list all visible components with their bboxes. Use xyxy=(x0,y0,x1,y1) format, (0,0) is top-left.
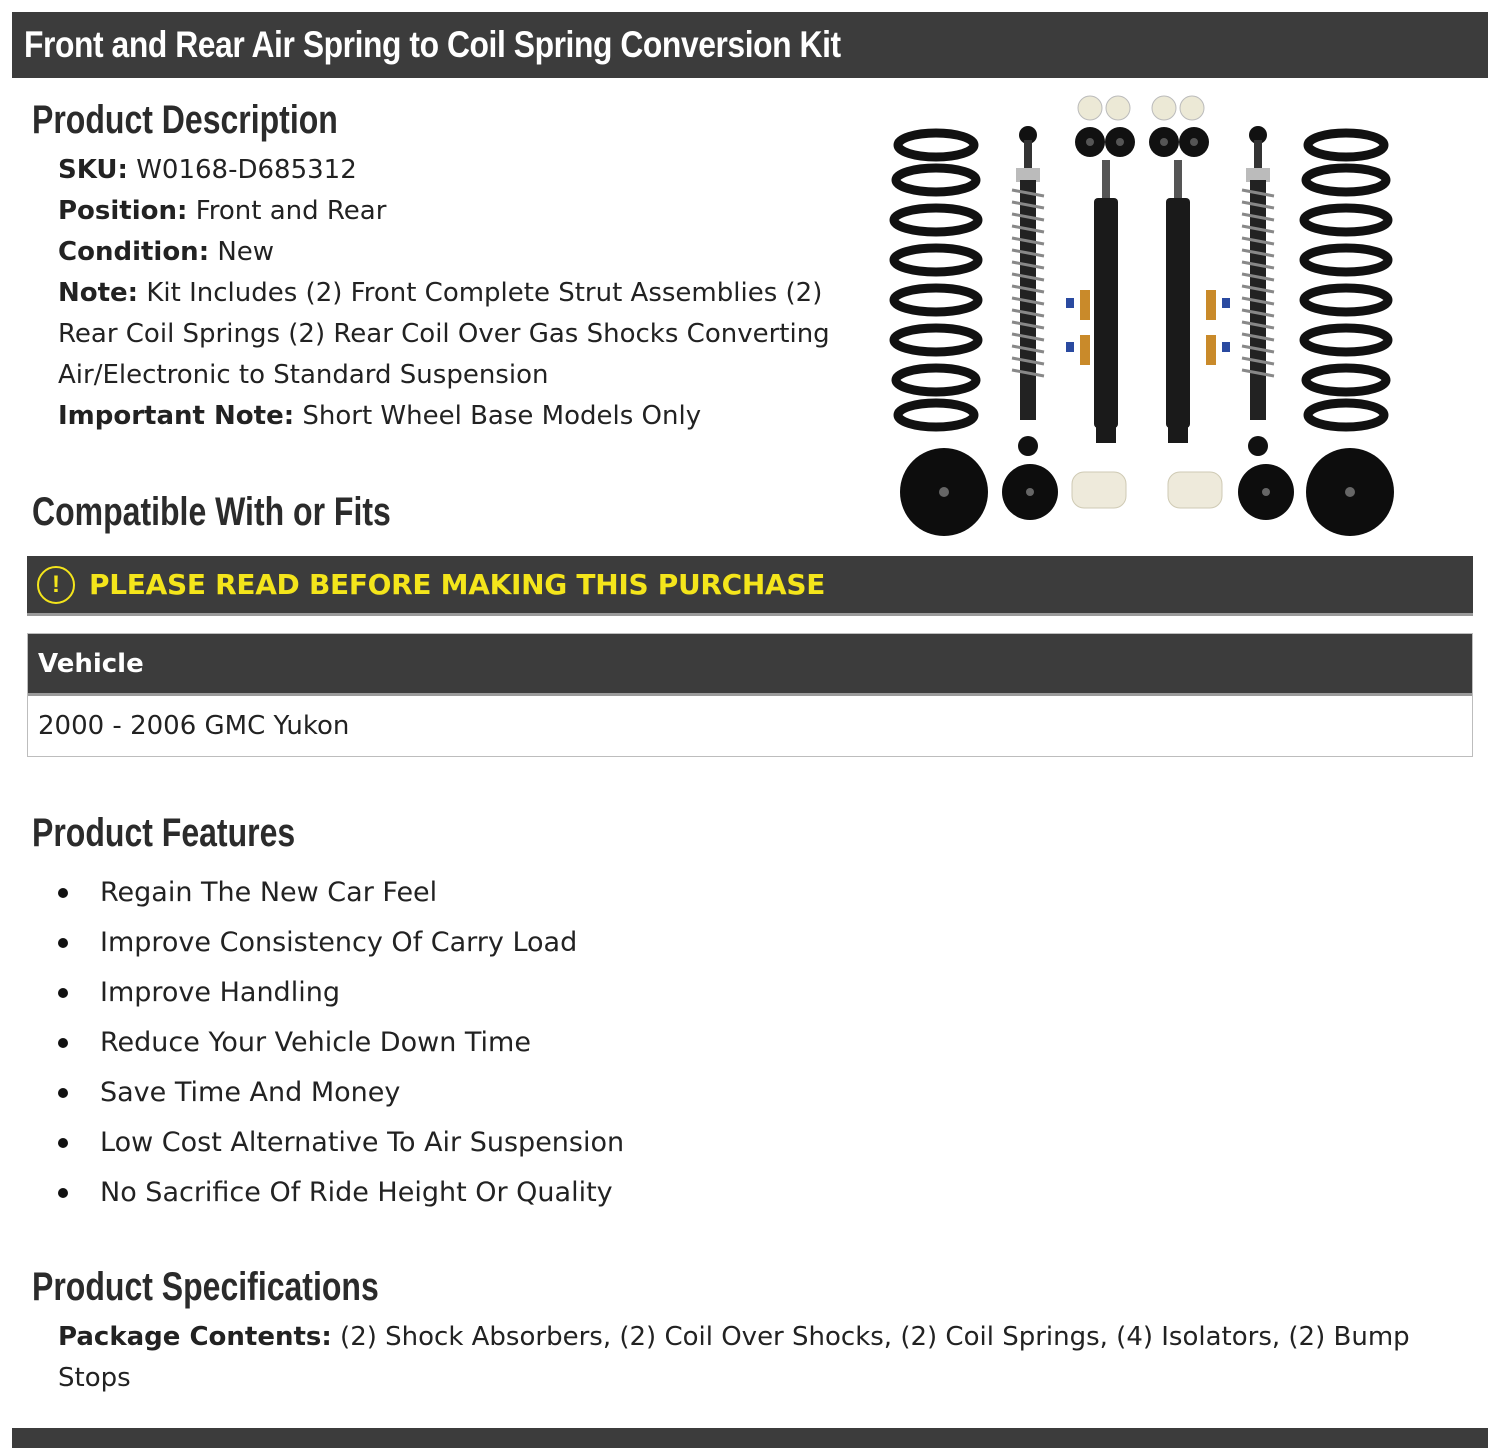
warning-icon: ! xyxy=(37,566,75,604)
sku-value: W0168-D685312 xyxy=(136,155,357,185)
list-item: Improve Consistency Of Carry Load xyxy=(58,918,624,968)
important-note-row xyxy=(58,396,878,437)
table-row: 2000 - 2006 GMC Yukon xyxy=(38,711,350,741)
note-value: Kit Includes (2) Front Complete Strut Assemblies (2) Rear Coil Springs (2) Rear Coil Over Gas Shocks Converting Air/Electronic to Standard Suspension xyxy=(58,278,830,390)
package-contents xyxy=(58,1317,1478,1399)
vehicle-table xyxy=(27,633,1473,757)
product-features-heading: Product Features xyxy=(32,811,296,855)
list-item: Low Cost Alternative To Air Suspension xyxy=(58,1118,624,1168)
bottom-divider xyxy=(12,1428,1488,1448)
sku-label: SKU: xyxy=(58,155,128,185)
shock-absorber-right-image xyxy=(1166,160,1190,443)
list-item: Improve Handling xyxy=(58,968,624,1018)
purchase-notice-banner xyxy=(27,556,1473,616)
coil-spring-right-image xyxy=(1304,133,1388,427)
bump-stops-image xyxy=(1072,472,1222,508)
vehicle-column-header: Vehicle xyxy=(28,634,1472,696)
condition-label: Condition: xyxy=(58,237,210,267)
list-item: No Sacrifice Of Ride Height Or Quality xyxy=(58,1168,624,1218)
important-note-label: Important Note: xyxy=(58,401,295,431)
condition-row xyxy=(58,232,878,273)
important-note-value: Short Wheel Base Models Only xyxy=(302,401,702,431)
package-contents-label: Package Contents: xyxy=(58,1322,332,1352)
product-description-heading: Product Description xyxy=(32,98,338,142)
coil-spring-left-image xyxy=(894,133,978,427)
isolator-washers-image xyxy=(1075,96,1209,157)
shock-absorber-left-image xyxy=(1094,160,1118,443)
page-title: Front and Rear Air Spring to Coil Spring Conversion Kit xyxy=(12,12,1488,78)
product-features-list xyxy=(58,868,624,1218)
compatibility-heading: Compatible With or Fits xyxy=(32,490,391,534)
product-specifications-heading: Product Specifications xyxy=(32,1265,379,1309)
sku-row xyxy=(58,150,878,191)
note-row xyxy=(58,273,878,396)
list-item: Regain The New Car Feel xyxy=(58,868,624,918)
note-label: Note: xyxy=(58,278,139,308)
coil-over-shock-left-image xyxy=(1012,126,1044,456)
list-item: Reduce Your Vehicle Down Time xyxy=(58,1018,624,1068)
position-row xyxy=(58,191,878,232)
product-description xyxy=(58,150,878,437)
package-contents-value: (2) Shock Absorbers, (2) Coil Over Shocks, (2) Coil Springs, (4) Isolators, (2) Bump Stops xyxy=(58,1322,1410,1393)
list-item: Save Time And Money xyxy=(58,1068,624,1118)
purchase-notice-text: PLEASE READ BEFORE MAKING THIS PURCHASE xyxy=(89,568,826,601)
position-label: Position: xyxy=(58,196,188,226)
product-image xyxy=(888,80,1408,550)
position-value: Front and Rear xyxy=(195,196,387,226)
isolators-image xyxy=(900,448,1394,536)
condition-value: New xyxy=(217,237,275,267)
coil-over-shock-right-image xyxy=(1242,126,1274,456)
resistor-parts-image xyxy=(1066,290,1230,365)
